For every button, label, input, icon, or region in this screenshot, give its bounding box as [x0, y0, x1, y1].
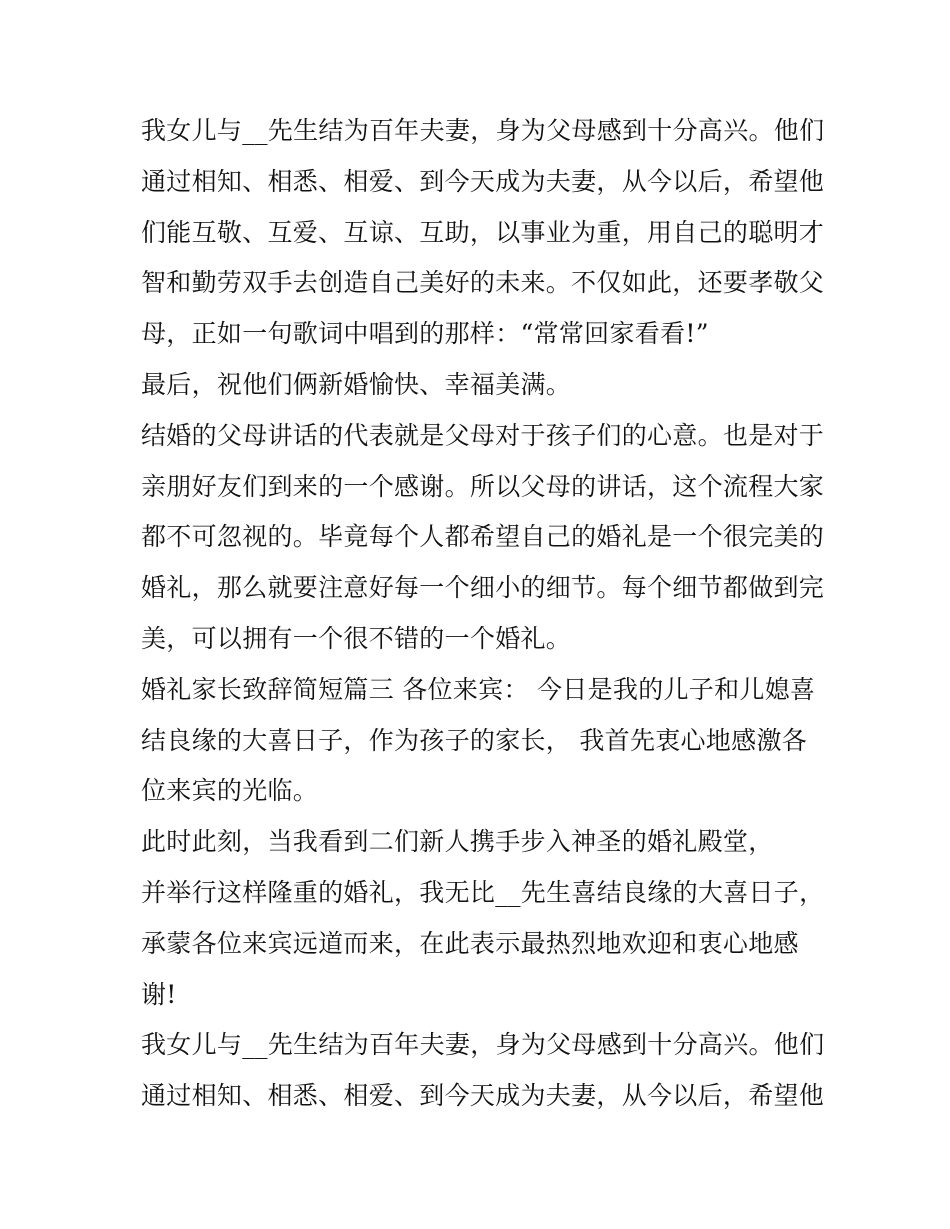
text-line: 结婚的父母讲话的代表就是父母对于孩子们的心意。也是对于 [141, 420, 825, 450]
text-line: 智和勤劳双手去创造自己美好的未来。不仅如此，还要孝敬父 [141, 268, 825, 298]
text-line: 婚礼，那么就要注意好每一个细小的细节。每个细节都做到完 [141, 573, 825, 603]
text-line: 承蒙各位来宾远道而来，在此表示最热烈地欢迎和衷心地感 [141, 928, 799, 958]
text-line: 此时此刻，当我看到二们新人携手步入神圣的婚礼殿堂， [141, 827, 774, 857]
text-line: 母，正如一句歌词中唱到的那样：“常常回家看看!” [141, 319, 709, 349]
text-line: 通过相知、相悉、相爱、到今天成为夫妻，从今以后，希望他 [141, 166, 825, 196]
text-line: 们能互敬、互爱、互谅、互助，以事业为重，用自己的聪明才 [141, 217, 825, 247]
text-line: 通过相知、相悉、相爱、到今天成为夫妻，从今以后，希望他 [141, 1081, 825, 1111]
text-line: 位来宾的光临。 [141, 776, 319, 806]
text-line: 亲朋好友们到来的一个感谢。所以父母的讲话，这个流程大家 [141, 471, 825, 501]
text-line: 我女儿与__先生结为百年夫妻，身为父母感到十分高兴。他们 [141, 1030, 825, 1060]
text-line: 都不可忽视的。毕竟每个人都希望自己的婚礼是一个很完美的 [141, 522, 825, 552]
text-line: 婚礼家长致辞简短篇三 各位来宾： 今日是我的儿子和儿媳喜 [141, 674, 816, 704]
text-line: 结良缘的大喜日子，作为孩子的家长， 我首先衷心地感激各 [141, 725, 808, 755]
document-body [141, 106, 825, 1122]
text-line: 我女儿与__先生结为百年夫妻，身为父母感到十分高兴。他们 [141, 116, 825, 145]
text-line: 美，可以拥有一个很不错的一个婚礼。 [141, 623, 572, 653]
text-line: 谢! [141, 979, 177, 1009]
text-line: 并举行这样隆重的婚礼，我无比__先生喜结良缘的大喜日子， [141, 877, 825, 907]
text-line: 最后，祝他们俩新婚愉快、幸福美满。 [141, 369, 572, 399]
